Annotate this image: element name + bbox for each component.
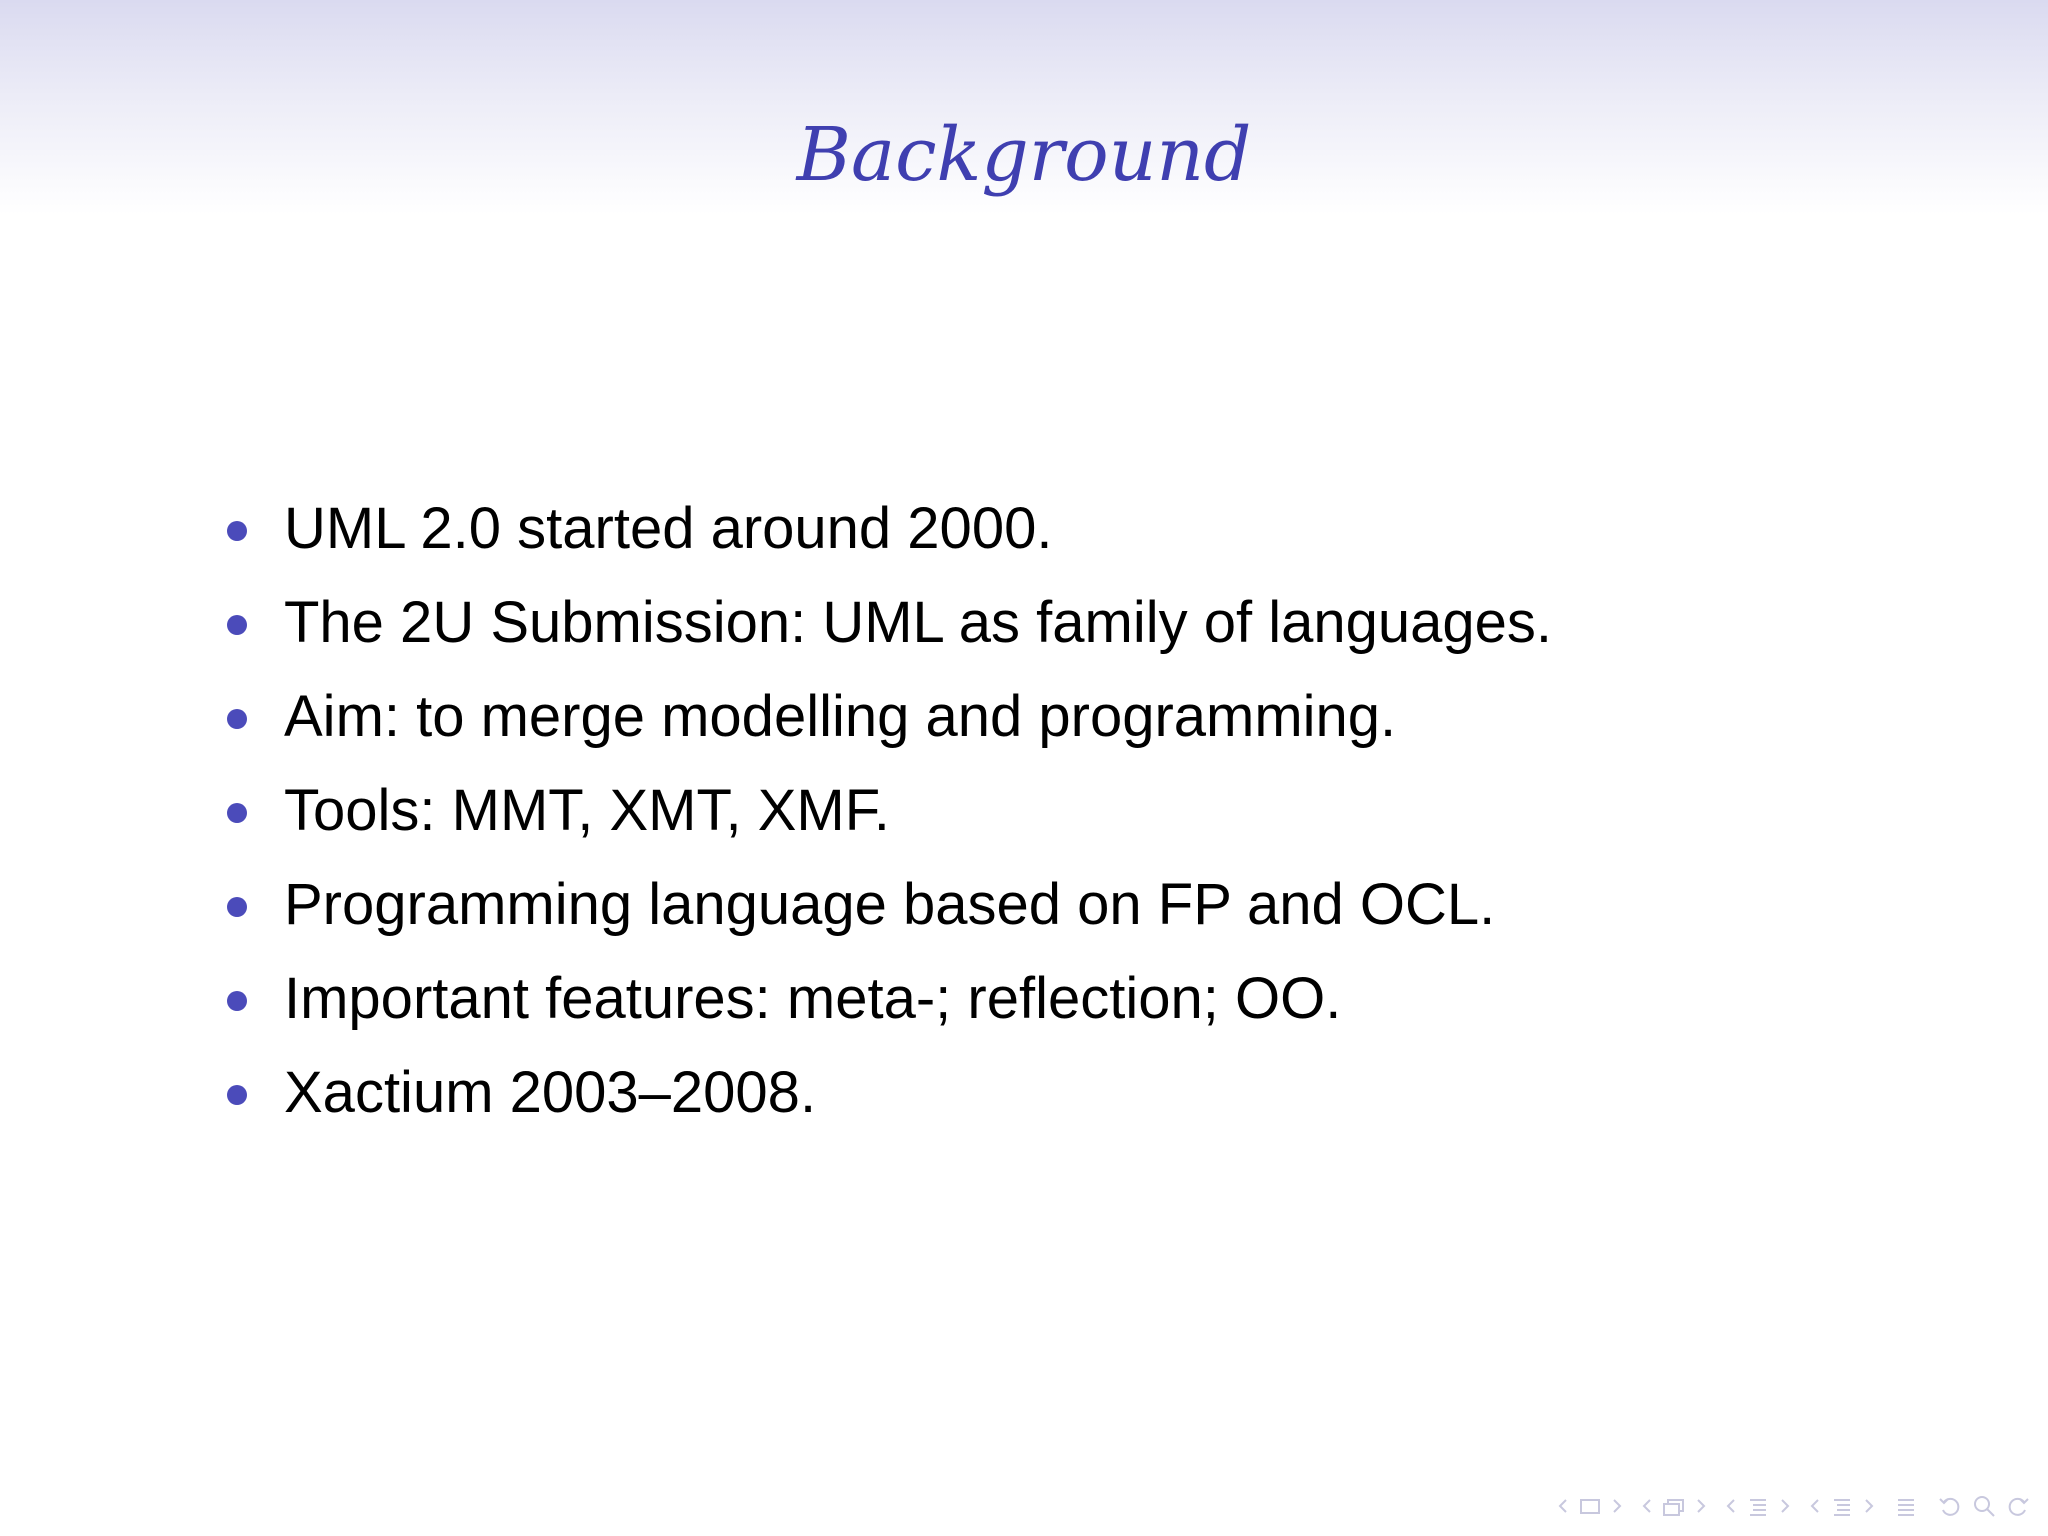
bullet-icon — [227, 803, 247, 823]
list-item — [0, 858, 2048, 952]
arrow-right-icon[interactable] — [1694, 1492, 1708, 1520]
arrow-left-icon[interactable] — [1724, 1492, 1738, 1520]
arrow-right-icon[interactable] — [1778, 1492, 1792, 1520]
list-item — [0, 764, 2048, 858]
arrow-right-icon[interactable] — [1862, 1492, 1876, 1520]
subsection-nav — [1640, 1492, 1708, 1520]
bullet-text: Xactium 2003–2008. — [284, 1060, 817, 1125]
align-icon[interactable] — [1892, 1492, 1920, 1520]
bullet-list — [0, 482, 2048, 1140]
bullet-icon — [227, 1085, 247, 1105]
list-item — [0, 670, 2048, 764]
forward-icon[interactable] — [2004, 1492, 2032, 1520]
list-item — [0, 952, 2048, 1046]
section-nav — [1724, 1492, 1792, 1520]
back-icon[interactable] — [1936, 1492, 1964, 1520]
bullet-text: Aim: to merge modelling and programming. — [284, 684, 1397, 749]
search-nav — [1936, 1492, 2032, 1520]
frame-icon[interactable] — [1576, 1492, 1604, 1520]
bullet-text: Programming language based on FP and OCL. — [284, 872, 1496, 937]
frame-nav — [1556, 1492, 1624, 1520]
arrow-left-icon[interactable] — [1640, 1492, 1654, 1520]
subsubsection-icon[interactable] — [1828, 1492, 1856, 1520]
arrow-left-icon[interactable] — [1808, 1492, 1822, 1520]
navigation-bar — [1544, 1486, 2032, 1526]
bullet-icon — [227, 709, 247, 729]
bullet-text: UML 2.0 started around 2000. — [284, 496, 1053, 561]
search-icon[interactable] — [1970, 1492, 1998, 1520]
subsubsection-nav — [1808, 1492, 1876, 1520]
bullet-text: Important features: meta-; reflection; OO. — [284, 966, 1342, 1031]
subsection-icon[interactable] — [1660, 1492, 1688, 1520]
bullet-text: Tools: MMT, XMT, XMF. — [284, 778, 890, 843]
bullet-icon — [227, 521, 247, 541]
list-item — [0, 482, 2048, 576]
bullet-text: The 2U Submission: UML as family of languages. — [284, 590, 1552, 655]
align-nav — [1892, 1492, 1920, 1520]
list-item — [0, 1046, 2048, 1140]
section-icon[interactable] — [1744, 1492, 1772, 1520]
arrow-left-icon[interactable] — [1556, 1492, 1570, 1520]
bullet-icon — [227, 897, 247, 917]
list-item — [0, 576, 2048, 670]
slide-title: Background — [796, 112, 1252, 198]
bullet-icon — [227, 991, 247, 1011]
arrow-right-icon[interactable] — [1610, 1492, 1624, 1520]
bullet-icon — [227, 615, 247, 635]
